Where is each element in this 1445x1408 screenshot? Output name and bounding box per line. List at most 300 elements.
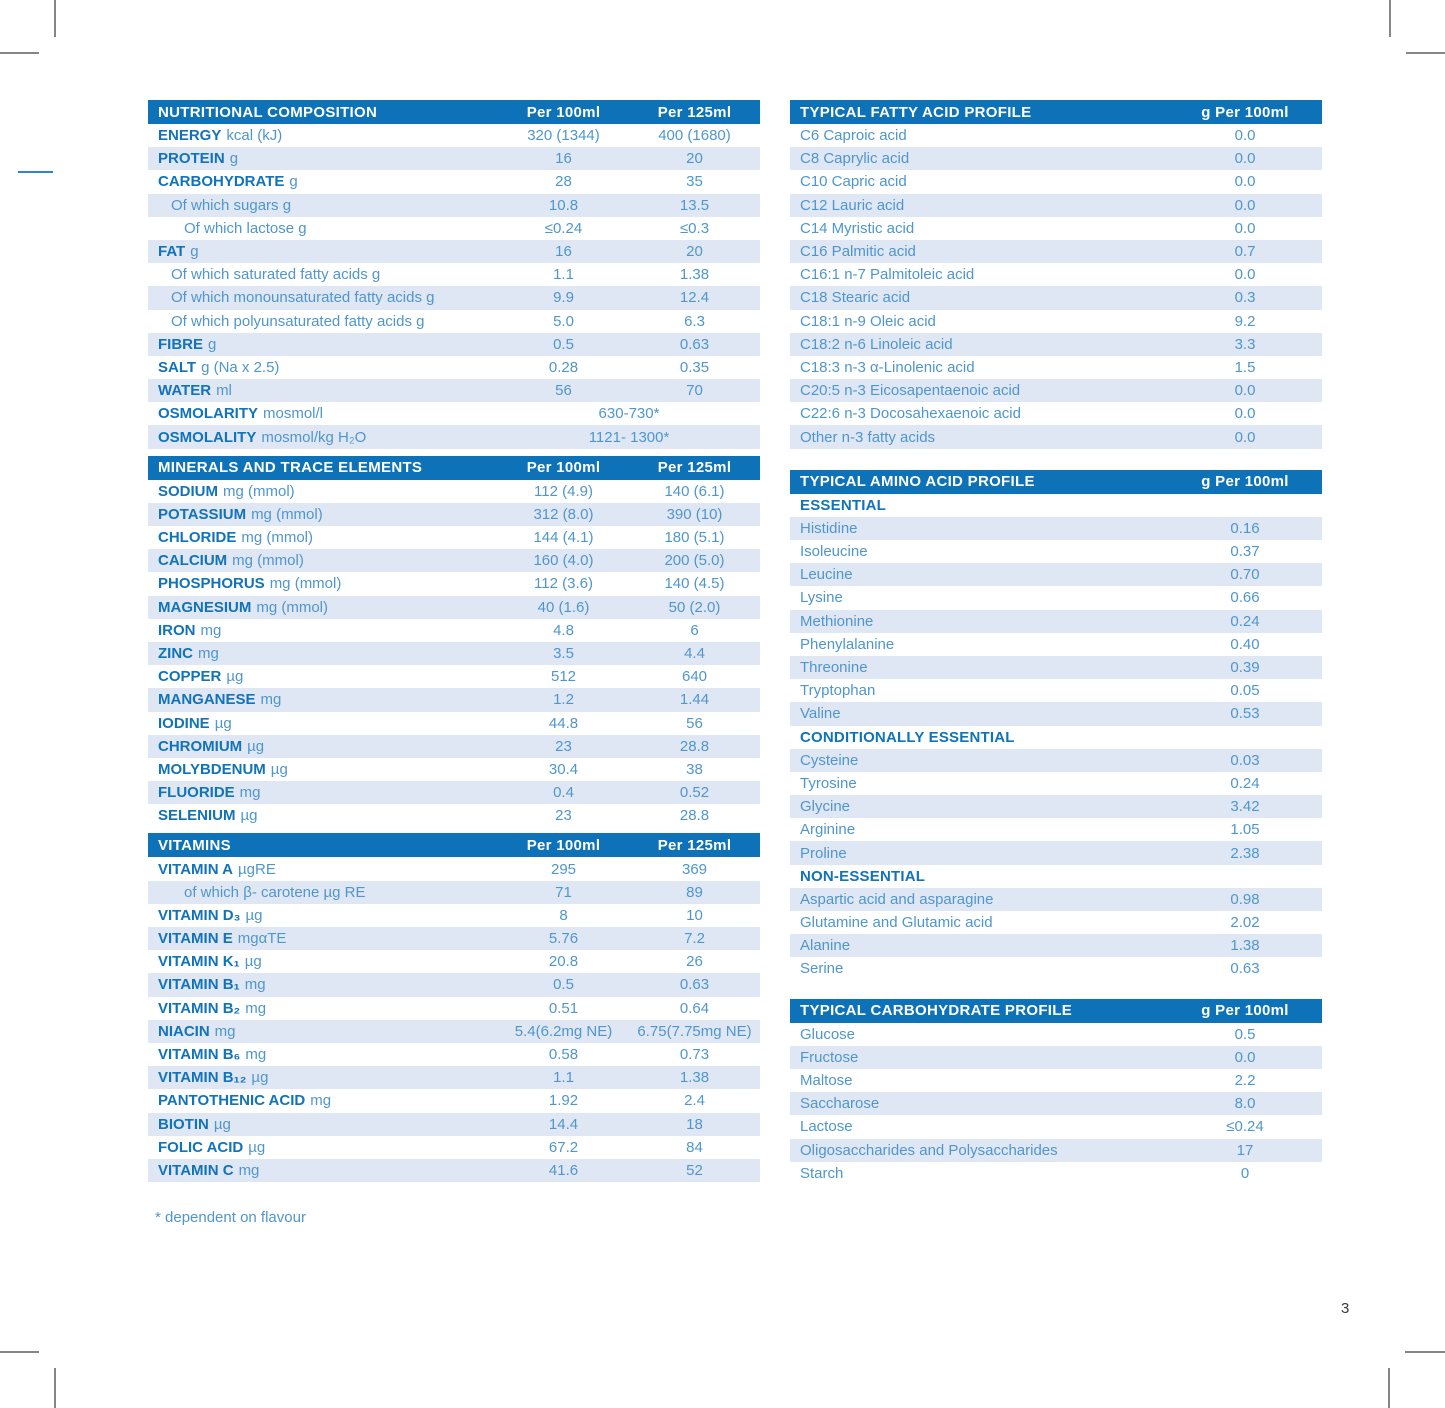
- row-value-g-per-100ml: 0.0: [1234, 428, 1256, 446]
- table-row: [148, 333, 760, 356]
- nutrient-name: POTASSIUM: [158, 505, 247, 523]
- nutrient-unit: mg: [260, 691, 282, 709]
- row-value-g-per-100ml: 8.0: [1234, 1095, 1256, 1113]
- crop-mark-bottom-right-vertical: [1388, 1368, 1390, 1408]
- nutrient-unit: mg (mmol): [256, 598, 329, 616]
- row-value-per-100ml: 16: [555, 150, 572, 168]
- row-label: C10 Capric acid: [800, 173, 907, 191]
- table-row: [148, 480, 760, 503]
- crop-mark-top-left-horizontal: [0, 52, 39, 54]
- nutrient-name: CHROMIUM: [158, 737, 243, 755]
- table-row: [148, 286, 760, 309]
- row-label: C18 Stearic acid: [800, 289, 911, 307]
- row-label: Phenylalanine: [800, 635, 895, 653]
- nutrient-name: SODIUM: [158, 482, 218, 500]
- nutrient-unit: mg (mmol): [232, 552, 304, 570]
- row-label: [148, 382, 498, 399]
- row-value-per-125ml: 89: [686, 883, 703, 901]
- carbohydrate-profile-table: [790, 999, 1322, 1185]
- row-label: [148, 359, 498, 376]
- row-value-per-100ml: 67.2: [548, 1138, 579, 1156]
- page-number: 3: [1341, 1300, 1350, 1317]
- row-value-per-100ml: 1.1: [553, 1069, 574, 1087]
- row-label: [148, 930, 498, 947]
- nutrient-name: SELENIUM: [158, 807, 236, 825]
- row-label: [148, 1023, 498, 1040]
- row-value-per-125ml: 52: [686, 1161, 703, 1179]
- row-label: C16:1 n-7 Palmitoleic acid: [800, 266, 975, 284]
- row-label: Glycine: [800, 798, 851, 816]
- table-header: [148, 100, 760, 124]
- table-row: [790, 702, 1322, 725]
- row-value-per-125ml: 140 (4.5): [664, 575, 725, 593]
- row-label: Histidine: [800, 519, 858, 537]
- nutrient-name: PHOSPHORUS: [158, 575, 265, 593]
- row-value-per-125ml: 0.35: [679, 358, 710, 376]
- row-value-per-125ml: 26: [686, 953, 703, 971]
- row-value-per-125ml: 84: [686, 1138, 703, 1156]
- table-row: [148, 881, 760, 904]
- table-row: [148, 1159, 760, 1182]
- row-label: C18:2 n-6 Linoleic acid: [800, 335, 953, 353]
- table-row: [790, 633, 1322, 656]
- right-column: [790, 100, 1322, 1185]
- row-label: Glutamine and Glutamic acid: [800, 914, 993, 932]
- crop-mark-top-right-vertical: [1389, 0, 1391, 37]
- row-label: Of which lactose g: [184, 219, 307, 237]
- row-label: Serine: [800, 960, 844, 978]
- row-label: Threonine: [800, 659, 868, 677]
- table-row: [790, 147, 1322, 170]
- table-row: [148, 217, 760, 240]
- table-row: [790, 310, 1322, 333]
- row-label: [148, 1000, 498, 1017]
- row-label: Other n-3 fatty acids: [800, 428, 936, 446]
- table-row: [148, 1043, 760, 1066]
- crop-mark-bottom-left-vertical: [54, 1368, 56, 1408]
- row-value-g-per-100ml: 0.7: [1234, 243, 1256, 261]
- table-row: [148, 781, 760, 804]
- row-label: [148, 1046, 498, 1063]
- nutrient-unit: mg: [238, 1161, 260, 1179]
- row-label: C14 Myristic acid: [800, 219, 915, 237]
- nutrient-name: FAT: [158, 243, 186, 261]
- row-label: Glucose: [800, 1025, 856, 1043]
- row-value-per-100ml: 512: [550, 668, 577, 686]
- row-value-per-100ml: 160 (4.0): [533, 552, 594, 570]
- row-value-g-per-100ml: 0.03: [1230, 751, 1260, 769]
- vitamins-table: [148, 833, 760, 1182]
- row-value-per-100ml: 295: [550, 860, 577, 878]
- nutrient-unit: mg (mmol): [241, 529, 314, 547]
- nutrient-unit: mg: [198, 645, 219, 663]
- row-label: [148, 405, 498, 422]
- row-value-per-125ml: 140 (6.1): [664, 482, 725, 500]
- row-value-per-125ml: 6.3: [684, 312, 705, 330]
- table-title: TYPICAL CARBOHYDRATE PROFILE: [800, 1002, 1073, 1020]
- crop-mark-bottom-left-horizontal: [0, 1351, 39, 1353]
- row-label: Maltose: [800, 1072, 853, 1090]
- row-value-per-125ml: 28.8: [679, 807, 710, 825]
- row-value-per-100ml: 3.5: [553, 645, 574, 663]
- nutrient-unit: mg (mmol): [269, 575, 342, 593]
- row-value-per-100ml: 5.0: [553, 312, 574, 330]
- row-label: Of which saturated fatty acids g: [171, 266, 381, 284]
- row-label: Oligosaccharides and Polysaccharides: [800, 1141, 1058, 1159]
- table-row: [790, 240, 1322, 263]
- row-label: Cysteine: [800, 751, 859, 769]
- row-label: [148, 907, 498, 924]
- row-value-g-per-100ml: 3.3: [1234, 335, 1256, 353]
- nutrient-name: CHLORIDE: [158, 529, 237, 547]
- row-label: [148, 861, 498, 878]
- table-row: [148, 950, 760, 973]
- table-row: [790, 957, 1322, 980]
- fatty-acid-profile-table: [790, 100, 1322, 449]
- nutrient-unit: mg (mmol): [223, 482, 295, 500]
- nutrient-name: VITAMIN B₆: [158, 1046, 241, 1064]
- row-label: [148, 976, 498, 993]
- column-header-per-100ml: Per 100ml: [526, 103, 601, 121]
- nutrient-unit: mg: [200, 621, 222, 639]
- row-value-per-100ml: 23: [555, 807, 572, 825]
- row-value-per-100ml: 10.8: [548, 196, 579, 214]
- row-label: [148, 1069, 498, 1086]
- table-row: [148, 310, 760, 333]
- table-body: [790, 494, 1322, 981]
- row-label: [148, 529, 498, 546]
- nutrient-name: SALT: [158, 358, 197, 376]
- row-label: [148, 761, 498, 778]
- table-row: [790, 795, 1322, 818]
- crop-mark-bottom-right-horizontal: [1405, 1351, 1445, 1353]
- row-value-g-per-100ml: 0.0: [1234, 405, 1256, 423]
- table-title: NUTRITIONAL COMPOSITION: [158, 103, 378, 121]
- row-value-per-125ml: 18: [686, 1115, 703, 1133]
- table-row: [790, 911, 1322, 934]
- nutrient-name: IRON: [158, 621, 196, 639]
- table-header: [790, 470, 1322, 494]
- nutrient-unit: mg: [245, 999, 267, 1017]
- table-row: [148, 356, 760, 379]
- nutrient-unit: µgRE: [238, 860, 276, 878]
- row-value-g-per-100ml: 0.0: [1234, 382, 1256, 400]
- row-value-per-125ml: 200 (5.0): [664, 552, 725, 570]
- row-value-per-125ml: 180 (5.1): [664, 529, 725, 547]
- row-value-span: 630-730*: [598, 405, 660, 423]
- nutrient-unit: mg: [239, 784, 261, 802]
- table-row: [148, 804, 760, 827]
- row-value-per-100ml: 312 (8.0): [533, 505, 594, 523]
- table-row: [148, 997, 760, 1020]
- table-row: [148, 170, 760, 193]
- nutritional-composition-table: [148, 100, 760, 449]
- table-row: [148, 379, 760, 402]
- row-value-per-125ml: 70: [686, 382, 703, 400]
- row-label: C20:5 n-3 Eicosapentaenoic acid: [800, 382, 1021, 400]
- table-row: [790, 356, 1322, 379]
- row-label: [148, 599, 498, 616]
- nutrient-name: VITAMIN B₁: [158, 976, 240, 994]
- row-label: CONDITIONALLY ESSENTIAL: [800, 728, 1015, 746]
- table-row: [790, 772, 1322, 795]
- row-label: [148, 807, 498, 824]
- nutrient-unit: µg: [226, 668, 244, 686]
- row-label: [148, 645, 498, 662]
- table-row: [790, 263, 1322, 286]
- table-row: [148, 973, 760, 996]
- row-label: [148, 429, 498, 446]
- row-value-per-100ml: 0.4: [553, 784, 574, 802]
- nutrient-name: MANGANESE: [158, 691, 256, 709]
- row-value-per-100ml: 20.8: [548, 953, 579, 971]
- row-label: C18:1 n-9 Oleic acid: [800, 312, 936, 330]
- row-value-g-per-100ml: 0.5: [1234, 1025, 1256, 1043]
- table-body: [790, 124, 1322, 449]
- nutrient-unit: g: [229, 150, 239, 168]
- table-row: [790, 1046, 1322, 1069]
- row-label: [148, 552, 498, 569]
- row-value-per-125ml: 0.64: [679, 999, 710, 1017]
- row-label: [148, 243, 498, 260]
- row-label: [148, 1162, 498, 1179]
- row-value-g-per-100ml: 9.2: [1234, 312, 1256, 330]
- column-header-per-125ml: Per 125ml: [657, 459, 732, 477]
- column-header-per-125ml: Per 125ml: [657, 103, 732, 121]
- row-label: C22:6 n-3 Docosahexaenoic acid: [800, 405, 1021, 423]
- table-header: [148, 833, 760, 857]
- row-value-per-100ml: 40 (1.6): [537, 598, 590, 616]
- table-row: [148, 1066, 760, 1089]
- row-value-g-per-100ml: 0: [1240, 1164, 1250, 1182]
- table-row: [790, 540, 1322, 563]
- row-value-per-125ml: 13.5: [679, 196, 710, 214]
- row-label: Tyrosine: [800, 774, 857, 792]
- table-row: [148, 1089, 760, 1112]
- column-header-per-125ml: Per 125ml: [657, 836, 732, 854]
- row-value-per-100ml: 0.5: [553, 335, 574, 353]
- table-body: [148, 124, 760, 449]
- row-label: Leucine: [800, 566, 853, 584]
- nutrient-name: WATER: [158, 382, 212, 400]
- table-row: [790, 517, 1322, 540]
- table-row: [790, 1162, 1322, 1185]
- table-row: [148, 1020, 760, 1043]
- row-value-per-100ml: 0.28: [548, 358, 579, 376]
- row-label: C12 Lauric acid: [800, 196, 905, 214]
- row-value-per-125ml: 35: [686, 173, 703, 191]
- nutrient-unit: mosmol/kg H₂O: [261, 428, 367, 446]
- row-value-g-per-100ml: 1.5: [1234, 358, 1256, 376]
- table-title: TYPICAL FATTY ACID PROFILE: [800, 103, 1032, 121]
- table-row: [148, 526, 760, 549]
- row-value-per-100ml: 41.6: [548, 1161, 579, 1179]
- nutrient-name: OSMOLALITY: [158, 428, 257, 446]
- nutrient-unit: mgαTE: [237, 930, 287, 948]
- row-label: Lysine: [800, 589, 843, 607]
- table-row: [790, 425, 1322, 448]
- row-value-per-100ml: 71: [555, 883, 572, 901]
- nutrient-name: VITAMIN B₂: [158, 999, 241, 1017]
- row-value-g-per-100ml: 0.05: [1230, 682, 1260, 700]
- row-label: Proline: [800, 844, 847, 862]
- table-body: [148, 857, 760, 1182]
- table-row: [790, 1092, 1322, 1115]
- row-value-per-100ml: 16: [555, 243, 572, 261]
- row-value-g-per-100ml: 17: [1236, 1141, 1254, 1159]
- nutrient-name: FIBRE: [158, 335, 203, 353]
- row-label: [148, 336, 498, 353]
- table-row: [148, 735, 760, 758]
- row-value-g-per-100ml: 0.16: [1230, 519, 1260, 537]
- row-value-g-per-100ml: 0.53: [1230, 705, 1260, 723]
- row-value-per-100ml: 23: [555, 737, 572, 755]
- nutrient-name: VITAMIN C: [158, 1161, 234, 1179]
- nutrient-unit: µg: [270, 760, 288, 778]
- left-column: [148, 100, 760, 1182]
- row-value-per-125ml: 0.73: [679, 1046, 710, 1064]
- row-value-g-per-100ml: 2.2: [1234, 1072, 1256, 1090]
- table-row: [790, 170, 1322, 193]
- crop-mark-top-right-horizontal: [1406, 52, 1445, 54]
- row-value-per-100ml: 144 (4.1): [533, 529, 594, 547]
- nutrient-name: CARBOHYDRATE: [158, 173, 285, 191]
- row-value-g-per-100ml: 0.0: [1234, 150, 1256, 168]
- row-label: Of which sugars g: [171, 196, 292, 214]
- row-label: [148, 150, 498, 167]
- nutrient-name: COPPER: [158, 668, 222, 686]
- table-row: [790, 1115, 1322, 1138]
- row-label: [148, 622, 498, 639]
- table-row: [148, 240, 760, 263]
- row-value-per-100ml: 4.8: [553, 621, 574, 639]
- nutrient-unit: µg: [213, 1115, 231, 1133]
- table-row: [790, 749, 1322, 772]
- table-row: [790, 217, 1322, 240]
- row-value-per-125ml: 20: [686, 243, 703, 261]
- row-value-per-125ml: 12.4: [679, 289, 710, 307]
- row-value-g-per-100ml: 0.0: [1234, 266, 1256, 284]
- row-label: Fructose: [800, 1048, 859, 1066]
- row-value-g-per-100ml: 0.0: [1234, 196, 1256, 214]
- row-value-per-125ml: 6.75(7.75mg NE): [637, 1022, 752, 1040]
- table-row: [790, 286, 1322, 309]
- column-header-per-100ml: Per 100ml: [526, 459, 601, 477]
- row-label: Arginine: [800, 821, 856, 839]
- table-row: [148, 758, 760, 781]
- table-row: [790, 124, 1322, 147]
- row-label: [148, 691, 498, 708]
- row-value-g-per-100ml: 3.42: [1230, 798, 1260, 816]
- nutrient-unit: g: [208, 335, 217, 353]
- row-label: of which β- carotene µg RE: [184, 883, 366, 901]
- table-row: [148, 572, 760, 595]
- nutrient-unit: g: [190, 243, 199, 261]
- table-row: [790, 934, 1322, 957]
- row-label: Starch: [800, 1164, 844, 1182]
- table-row: [148, 596, 760, 619]
- row-value-per-100ml: 1.92: [548, 1092, 579, 1110]
- row-value-per-125ml: 1.44: [679, 691, 710, 709]
- table-row: [790, 888, 1322, 911]
- table-row: [148, 688, 760, 711]
- row-label: Saccharose: [800, 1095, 880, 1113]
- row-label: [148, 506, 498, 523]
- nutrient-unit: µg: [248, 1138, 266, 1156]
- nutrient-unit: mg: [310, 1092, 332, 1110]
- row-label: [148, 668, 498, 685]
- table-row: [790, 656, 1322, 679]
- row-value-per-125ml: 0.63: [679, 976, 710, 994]
- nutrient-name: ENERGY: [158, 127, 222, 145]
- table-row: [148, 927, 760, 950]
- row-value-per-100ml: 5.76: [548, 930, 579, 948]
- table-row: [790, 402, 1322, 425]
- table-row: [148, 712, 760, 735]
- nutrient-unit: µg: [251, 1069, 269, 1087]
- nutrient-unit: mg (mmol): [251, 505, 323, 523]
- row-value-per-100ml: ≤0.24: [544, 219, 583, 237]
- nutrient-name: OSMOLARITY: [158, 405, 258, 423]
- column-header-per-100ml: Per 100ml: [526, 836, 601, 854]
- row-label: NON-ESSENTIAL: [800, 867, 926, 885]
- row-value-per-100ml: 0.51: [548, 999, 579, 1017]
- nutrient-name: MAGNESIUM: [158, 598, 252, 616]
- table-row: [148, 549, 760, 572]
- row-label: Valine: [800, 705, 841, 723]
- nutrient-unit: µg: [240, 807, 258, 825]
- row-label: [148, 738, 498, 755]
- row-value-g-per-100ml: 0.0: [1234, 1048, 1256, 1066]
- nutrient-unit: µg: [214, 714, 232, 732]
- row-label: Of which monounsaturated fatty acids g: [171, 289, 435, 307]
- table-title: VITAMINS: [158, 836, 231, 854]
- table-row: [790, 679, 1322, 702]
- nutrient-unit: kcal (kJ): [226, 127, 283, 145]
- table-row: [790, 726, 1322, 749]
- row-label: [148, 784, 498, 801]
- row-label: Tryptophan: [800, 682, 876, 700]
- row-value-per-125ml: 0.52: [679, 784, 710, 802]
- row-value-per-125ml: 640: [681, 668, 708, 686]
- row-value-per-100ml: 5.4(6.2mg NE): [514, 1022, 613, 1040]
- table-title: MINERALS AND TRACE ELEMENTS: [158, 459, 423, 477]
- table-row: [148, 124, 760, 147]
- row-value-g-per-100ml: 0.66: [1230, 589, 1260, 607]
- table-row: [148, 904, 760, 927]
- crop-mark-top-left-vertical: [54, 0, 56, 37]
- nutrient-name: NIACIN: [158, 1022, 210, 1040]
- table-row: [148, 1136, 760, 1159]
- row-value-g-per-100ml: 0.37: [1230, 543, 1260, 561]
- row-label: [148, 483, 498, 500]
- row-value-g-per-100ml: 1.38: [1230, 937, 1260, 955]
- table-row: [148, 619, 760, 642]
- nutrient-name: VITAMIN K₁: [158, 953, 240, 971]
- table-header: [148, 456, 760, 480]
- table-body: [148, 480, 760, 828]
- row-value-g-per-100ml: 0.40: [1230, 635, 1260, 653]
- row-value-per-100ml: 0.58: [548, 1046, 579, 1064]
- row-value-g-per-100ml: 0.0: [1234, 173, 1256, 191]
- row-value-per-125ml: 6: [690, 621, 699, 639]
- row-value-per-100ml: 30.4: [548, 760, 579, 778]
- table-row: [148, 194, 760, 217]
- nutrient-unit: µg: [247, 737, 265, 755]
- table-row: [148, 425, 760, 448]
- row-value-g-per-100ml: 0.98: [1230, 890, 1260, 908]
- table-row: [148, 642, 760, 665]
